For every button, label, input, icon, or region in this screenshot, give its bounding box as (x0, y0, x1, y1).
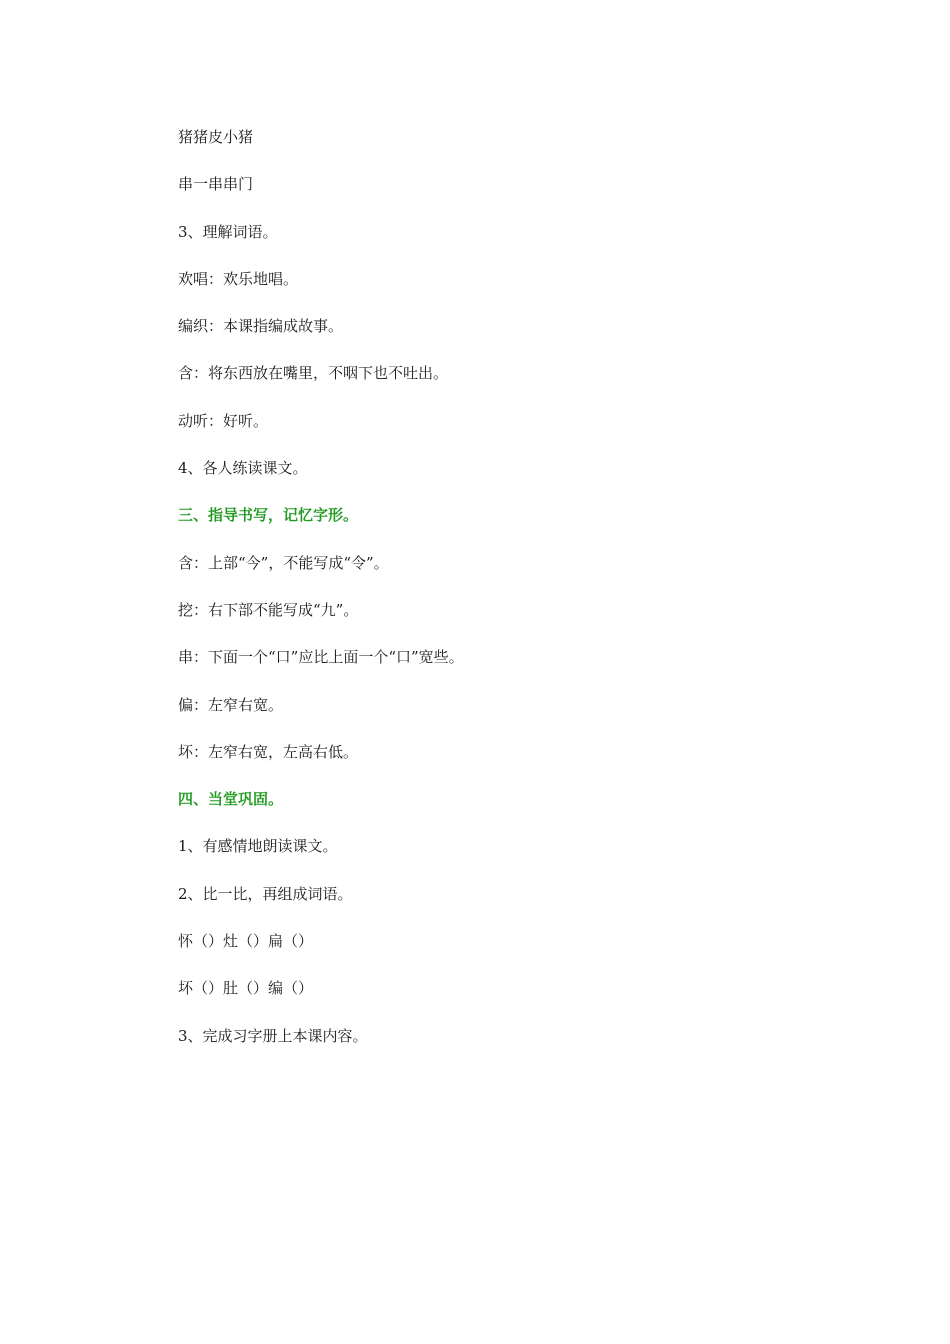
section-heading-4: 四、当堂巩固。 (178, 790, 284, 809)
section-heading-3: 三、指导书写，记忆字形。 (178, 506, 359, 525)
text-line-3: 3、理解词语。 (178, 222, 278, 241)
text-line-5: 编织：本课指编成故事。 (178, 317, 344, 336)
text-line-11: 挖：右下部不能写成“九”。 (178, 600, 359, 619)
text-line-8: 4、各人练读课文。 (178, 459, 308, 478)
text-line-13: 偏：左窄右宽。 (178, 695, 284, 714)
text-line-18: 怀（）灶（）扁（） (178, 932, 314, 951)
text-line-20: 3、完成习字册上本课内容。 (178, 1026, 368, 1045)
text-line-16: 1、有感情地朗读课文。 (178, 837, 338, 856)
text-line-17: 2、比一比，再组成词语。 (178, 884, 353, 903)
text-line-14: 坏：左窄右宽，左高右低。 (178, 742, 359, 761)
text-line-4: 欢唱：欢乐地唱。 (178, 269, 299, 288)
text-line-12: 串：下面一个“口”应比上面一个“口”宽些。 (178, 648, 464, 667)
document-content (178, 124, 798, 1070)
text-line-7: 动听：好听。 (178, 411, 269, 430)
text-line-6: 含：将东西放在嘴里，不咽下也不吐出。 (178, 364, 449, 383)
text-line-19: 坏（）肚（）编（） (178, 979, 314, 998)
text-line-2: 串一串串门 (178, 175, 254, 194)
text-line-1: 猪猪皮小猪 (178, 128, 254, 146)
text-line-10: 含：上部“今”，不能写成“令”。 (178, 553, 389, 572)
